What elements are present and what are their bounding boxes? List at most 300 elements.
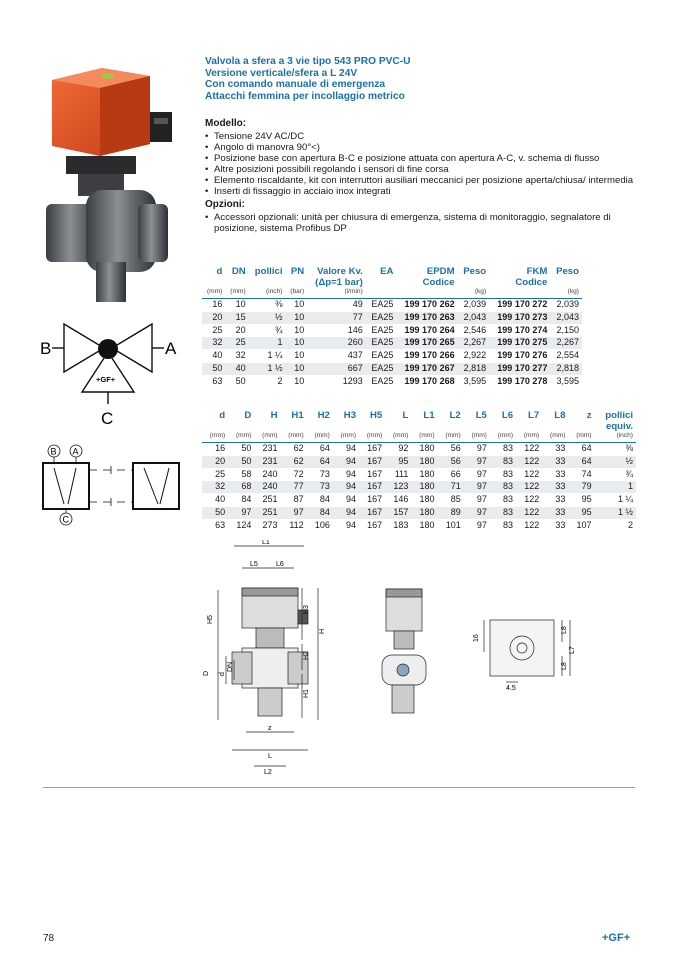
table-unit: (mm) [550, 432, 566, 439]
table-cell: 64 [307, 443, 333, 456]
table-cell: 180 [411, 481, 437, 494]
table-header: d [219, 410, 226, 421]
table-cell: 32 [225, 350, 248, 363]
table-cell: 72 [281, 468, 307, 481]
table-cell: 1 ¼ [595, 494, 636, 507]
table-cell: EA25 [366, 350, 397, 363]
table-cell: 33 [542, 506, 568, 519]
table-header: EPDM [426, 266, 455, 277]
table-cell: 97 [464, 519, 490, 531]
table-cell: 122 [516, 494, 542, 507]
table-cell: 25 [202, 324, 225, 337]
table-cell: 87 [281, 494, 307, 507]
table-cell: ¾ [249, 324, 286, 337]
table-header-sub [202, 421, 228, 432]
table-cell: 95 [568, 506, 594, 519]
table-row [202, 337, 582, 350]
table-header: L [402, 410, 409, 421]
table-cell: 32 [202, 337, 225, 350]
table-row [202, 443, 636, 456]
table-cell: 64 [307, 455, 333, 468]
table-header-sub [225, 277, 248, 288]
table-cell: 94 [333, 443, 359, 456]
table-cell: 40 [202, 350, 225, 363]
table-cell: 10 [285, 311, 307, 324]
title-line: Valvola a sfera a 3 vie tipo 543 PRO PVC-U [205, 56, 411, 67]
table-unit: (mm) [392, 432, 409, 439]
table-cell: 62 [281, 455, 307, 468]
table-cell: 146 [307, 324, 366, 337]
table-cell: 84 [307, 506, 333, 519]
table-cell: 79 [568, 481, 594, 494]
table-unit: (mm) [288, 432, 304, 439]
table-header-sub: Codice [422, 277, 455, 288]
dim-45-label: 4.5 [506, 685, 516, 692]
modello-item: • Tensione 24V AC/DC [205, 131, 635, 142]
table-cell: 1 ½ [249, 362, 286, 375]
table-cell: 92 [385, 443, 411, 456]
table-cell: 50 [228, 443, 254, 456]
table-cell: 66 [438, 468, 464, 481]
table-header-sub [385, 421, 411, 432]
table-header-sub: (Δp=1 bar) [315, 277, 363, 288]
table-cell: 437 [307, 350, 366, 363]
table-cell: 199 170 267 [396, 362, 457, 375]
table-row [202, 311, 582, 324]
table-cell: 83 [490, 481, 516, 494]
table-cell: 10 [285, 362, 307, 375]
table-cell: 16 [202, 299, 225, 312]
table-cell: ½ [249, 311, 286, 324]
table-header: H3 [343, 410, 357, 421]
position-c-label: C [62, 514, 69, 525]
table-cell: 1 [249, 337, 286, 350]
table-header-sub: Codice [515, 277, 548, 288]
table-unit: (mm) [206, 288, 223, 295]
table-cell: EA25 [366, 299, 397, 312]
table-unit: (mm) [366, 432, 383, 439]
table-cell: 94 [333, 506, 359, 519]
dim-l2-label: L2 [264, 769, 272, 776]
table-cell: ¾ [595, 468, 636, 481]
page-number: 78 [43, 933, 55, 944]
table-row [202, 494, 636, 507]
table-cell: 84 [228, 494, 254, 507]
table-header-sub [438, 421, 464, 432]
table-header: L8 [554, 410, 566, 421]
table-header: L6 [501, 410, 514, 421]
table-cell: 199 170 274 [489, 324, 550, 337]
table-header-sub [490, 421, 516, 432]
table-cell: 199 170 266 [396, 350, 457, 363]
table-cell: 50 [202, 362, 225, 375]
product-title [205, 56, 645, 102]
table-cell: 50 [225, 375, 248, 387]
table-cell: 10 [285, 324, 307, 337]
table-cell: 33 [542, 481, 568, 494]
table-cell: 77 [307, 311, 366, 324]
table-cell: 97 [464, 455, 490, 468]
table-cell: EA25 [366, 375, 397, 387]
dimension-drawing-front [198, 540, 338, 780]
table-row [202, 375, 582, 387]
table-cell: 2,546 [458, 324, 490, 337]
table-header: H [270, 410, 278, 421]
table-cell: 180 [411, 506, 437, 519]
table-cell: 122 [516, 455, 542, 468]
table-cell: 167 [359, 455, 385, 468]
table-header-sub [307, 421, 333, 432]
table-cell: 1 [595, 481, 636, 494]
table-cell: 111 [385, 468, 411, 481]
table-unit: (mm) [262, 432, 278, 439]
table-header: L2 [449, 410, 461, 421]
table-row [202, 299, 582, 312]
flow-schema-symbol [38, 318, 188, 430]
table-cell: 10 [285, 375, 307, 387]
table-cell: 25 [202, 468, 228, 481]
title-line: Versione verticale/sfera a L 24V [205, 67, 358, 79]
dim-h5-label: H5 [207, 615, 214, 624]
table-unit: (mm) [209, 432, 226, 439]
dim-l-label: L [268, 753, 272, 760]
table-cell: 10 [285, 350, 307, 363]
table-cell: 2,043 [550, 311, 582, 324]
table-cell: 94 [333, 494, 359, 507]
table-cell: 2,818 [550, 362, 582, 375]
table-cell: 50 [228, 455, 254, 468]
table-cell: 97 [464, 494, 490, 507]
table-row [202, 350, 582, 363]
table-cell: EA25 [366, 324, 397, 337]
table-cell: 240 [254, 481, 280, 494]
port-a-label: A [165, 339, 177, 358]
table-header-sub: equiv. [605, 421, 633, 432]
table-cell: 2,818 [458, 362, 490, 375]
table-cell: 2,043 [458, 311, 490, 324]
position-a-label: A [72, 446, 79, 457]
table-header-sub [516, 421, 542, 432]
table-cell: 2,039 [458, 299, 490, 312]
table-cell: 97 [281, 506, 307, 519]
table-row [202, 362, 582, 375]
table-unit: (mm) [523, 432, 540, 439]
flow-position-diagram [38, 440, 198, 530]
table-header: pollici [605, 410, 633, 421]
table-cell: 20 [202, 311, 225, 324]
table-header-sub [568, 421, 594, 432]
table-cell: 20 [225, 324, 248, 337]
table-unit: (mm) [314, 432, 330, 439]
table-cell: EA25 [366, 337, 397, 350]
table-header-sub [458, 277, 490, 288]
table-cell: 2,554 [550, 350, 582, 363]
table-cell: 167 [359, 494, 385, 507]
table-cell: 20 [202, 455, 228, 468]
dimension-table [202, 410, 636, 532]
table-header: Peso [556, 266, 579, 277]
table-unit: (bar) [290, 288, 305, 295]
modello-item: • Altre posizioni possibili regolando i sensori di fine corsa [205, 164, 635, 175]
opzioni-heading: Opzioni: [205, 199, 245, 210]
table-cell: 10 [285, 299, 307, 312]
table-unit: (mm) [235, 432, 252, 439]
table-cell: 180 [411, 519, 437, 531]
table-cell: 40 [202, 494, 228, 507]
table-cell: 97 [464, 481, 490, 494]
table-cell: 2,267 [458, 337, 490, 350]
table-cell: 167 [359, 443, 385, 456]
dim-h-label: H [319, 628, 326, 634]
table-cell: 199 170 273 [489, 311, 550, 324]
table-header: Valore Kv. [317, 266, 363, 277]
table-cell: 83 [490, 443, 516, 456]
table-cell: 101 [438, 519, 464, 531]
table-cell: 167 [359, 519, 385, 531]
table-cell: ⅜ [595, 443, 636, 456]
table-cell: 63 [202, 375, 225, 387]
table-cell: 251 [254, 506, 280, 519]
table-header: pollici [254, 266, 283, 277]
table-cell: 167 [359, 506, 385, 519]
table-cell: 95 [568, 494, 594, 507]
table-cell: 231 [254, 455, 280, 468]
dim-l8b-label: L8 [561, 662, 568, 670]
table-cell: 84 [307, 494, 333, 507]
table-cell: 1 ½ [595, 506, 636, 519]
table-cell: 2,039 [550, 299, 582, 312]
table-cell: 112 [281, 519, 307, 531]
dim-l1-label: L1 [262, 540, 270, 546]
table-unit: (mm) [497, 432, 514, 439]
table-cell: 64 [568, 443, 594, 456]
table-cell: 97 [228, 506, 254, 519]
modello-item: • Angolo di manovra 90°<) [205, 142, 635, 153]
table-cell: 77 [281, 481, 307, 494]
table-cell: 199 170 262 [396, 299, 457, 312]
table-cell: ⅜ [249, 299, 286, 312]
table-header-sub [281, 421, 307, 432]
table-cell: 33 [542, 443, 568, 456]
table-cell: 94 [333, 481, 359, 494]
table-cell: 1 ¼ [249, 350, 286, 363]
table-row [202, 468, 636, 481]
table-cell: 10 [285, 337, 307, 350]
table-cell: 240 [254, 468, 280, 481]
table-header-sub [249, 277, 286, 288]
table-cell: 33 [542, 455, 568, 468]
table-cell: 231 [254, 443, 280, 456]
dim-h2-label: H2 [303, 651, 310, 660]
table-cell: 83 [490, 494, 516, 507]
table-cell: 667 [307, 362, 366, 375]
dim-l8-label: L8 [561, 626, 568, 634]
dimension-drawing-top [466, 612, 586, 692]
gf-logo: +GF+ [602, 932, 631, 944]
table-header-sub [254, 421, 280, 432]
table-row [202, 324, 582, 337]
table-header: z [586, 410, 592, 421]
table-unit: (mm) [340, 432, 357, 439]
table-unit: (mm) [230, 288, 246, 295]
table-cell: 58 [228, 468, 254, 481]
table-header: L7 [528, 410, 540, 421]
table-cell: ½ [595, 455, 636, 468]
table-header-sub [285, 277, 307, 288]
table-cell: 180 [411, 443, 437, 456]
table-cell: 3,595 [550, 375, 582, 387]
dim-h3-label: H3 [303, 605, 310, 614]
table-cell: 73 [307, 468, 333, 481]
table-unit: (kg) [567, 288, 579, 295]
table-cell: 63 [202, 519, 228, 531]
table-cell: 33 [542, 494, 568, 507]
table-cell: 123 [385, 481, 411, 494]
table-header: Peso [463, 266, 487, 277]
table-cell: 2,267 [550, 337, 582, 350]
table-cell: 50 [202, 506, 228, 519]
modello-item: • Inserti di fissaggio in acciaio inox integrati [205, 186, 635, 197]
table-unit: (mm) [419, 432, 435, 439]
table-header: H2 [317, 410, 330, 421]
table-cell: 106 [307, 519, 333, 531]
table-cell: 71 [438, 481, 464, 494]
table-cell: 94 [333, 519, 359, 531]
table-header-sub [333, 421, 359, 432]
table-cell: 199 170 272 [489, 299, 550, 312]
gf-symbol-label: +GF+ [96, 375, 116, 384]
table-cell: 32 [202, 481, 228, 494]
dim-d-inner-label: d [219, 672, 226, 676]
dim-d-outer-label: D [203, 670, 210, 676]
table-cell: 73 [307, 481, 333, 494]
table-cell: 273 [254, 519, 280, 531]
table-cell: 83 [490, 519, 516, 531]
table-unit: (mm) [471, 432, 487, 439]
table-cell: 25 [225, 337, 248, 350]
table-header: L5 [475, 410, 487, 421]
dim-h1-label: H1 [303, 689, 310, 698]
table-cell: 89 [438, 506, 464, 519]
table-cell: 122 [516, 481, 542, 494]
table-header-sub [542, 421, 568, 432]
table-header-sub [202, 277, 225, 288]
table-cell: 124 [228, 519, 254, 531]
table-cell: 199 170 278 [489, 375, 550, 387]
table-cell: 56 [438, 443, 464, 456]
table-cell: 199 170 268 [396, 375, 457, 387]
table-cell: 97 [464, 443, 490, 456]
table-cell: 83 [490, 468, 516, 481]
dim-l7-label: L7 [569, 646, 576, 654]
table-cell: 157 [385, 506, 411, 519]
table-cell: 180 [411, 494, 437, 507]
table-cell: 122 [516, 519, 542, 531]
dim-l6-label: L6 [276, 561, 284, 568]
table-cell: 2,150 [550, 324, 582, 337]
table-cell: 107 [568, 519, 594, 531]
table-cell: 62 [281, 443, 307, 456]
table-unit: (mm) [576, 432, 592, 439]
table-cell: 33 [542, 468, 568, 481]
table-cell: 3,595 [458, 375, 490, 387]
table-cell: 199 170 277 [489, 362, 550, 375]
dim-l5-label: L5 [250, 561, 258, 568]
table-cell: 10 [225, 299, 248, 312]
table-cell: 83 [490, 455, 516, 468]
table-unit [396, 288, 457, 299]
table-unit: (inch) [616, 432, 633, 439]
table-cell: 1293 [307, 375, 366, 387]
code-table [202, 266, 582, 388]
table-header-sub [359, 421, 385, 432]
table-cell: 167 [359, 481, 385, 494]
table-header-sub [411, 421, 437, 432]
table-cell: 16 [202, 443, 228, 456]
opzioni-item: • Accessori opzionali: unità per chiusura di emergenza, sistema di monitoraggio, segnalatore di posizione, sistema Profibus DP [205, 212, 635, 234]
table-cell: 199 170 263 [396, 311, 457, 324]
table-header-sub [228, 421, 254, 432]
table-cell: 85 [438, 494, 464, 507]
title-line: Attacchi femmina per incollaggio metrico [205, 90, 405, 102]
dim-16-label: 16 [473, 634, 480, 642]
table-unit [366, 288, 397, 299]
table-row [202, 455, 636, 468]
table-cell: 251 [254, 494, 280, 507]
table-cell: 199 170 264 [396, 324, 457, 337]
port-c-label: C [101, 409, 114, 428]
modello-heading: Modello: [205, 118, 247, 129]
table-header: PN [290, 266, 305, 277]
table-cell: 146 [385, 494, 411, 507]
table-header: D [244, 410, 252, 421]
modello-section [205, 118, 635, 234]
table-cell: 97 [464, 506, 490, 519]
modello-item: • Posizione base con apertura B-C e posizione attuata con apertura A-C, v. schema di flusso [205, 153, 635, 164]
table-cell: 83 [490, 506, 516, 519]
table-cell: 183 [385, 519, 411, 531]
table-header-sub [366, 277, 397, 288]
table-cell: 74 [568, 468, 594, 481]
dim-dn-label: DN [227, 661, 234, 672]
table-row [202, 519, 636, 531]
table-unit: (mm) [445, 432, 461, 439]
table-cell: 199 170 265 [396, 337, 457, 350]
table-header-sub [464, 421, 490, 432]
title-line: Con comando manuale di emergenza [205, 79, 386, 91]
table-cell: 122 [516, 506, 542, 519]
position-b-label: B [50, 446, 57, 457]
table-cell: 94 [333, 455, 359, 468]
table-cell: 167 [359, 468, 385, 481]
dim-z-label: z [268, 725, 272, 732]
table-unit: (inch) [265, 288, 283, 295]
table-header: H1 [291, 410, 304, 421]
table-cell: 122 [516, 443, 542, 456]
modello-item: • Elemento riscaldante, kit con interruttori ausiliari meccanici per posizione aperta/chiusa/ intermedia [205, 175, 635, 186]
table-cell: 94 [333, 468, 359, 481]
valve-product-image [42, 62, 192, 302]
table-unit [489, 288, 550, 299]
table-cell: 95 [385, 455, 411, 468]
table-unit: (l/min) [344, 288, 363, 295]
table-cell: 64 [568, 455, 594, 468]
table-cell: 56 [438, 455, 464, 468]
table-cell: 180 [411, 468, 437, 481]
table-header: EA [380, 266, 394, 277]
table-cell: 97 [464, 468, 490, 481]
table-cell: EA25 [366, 362, 397, 375]
